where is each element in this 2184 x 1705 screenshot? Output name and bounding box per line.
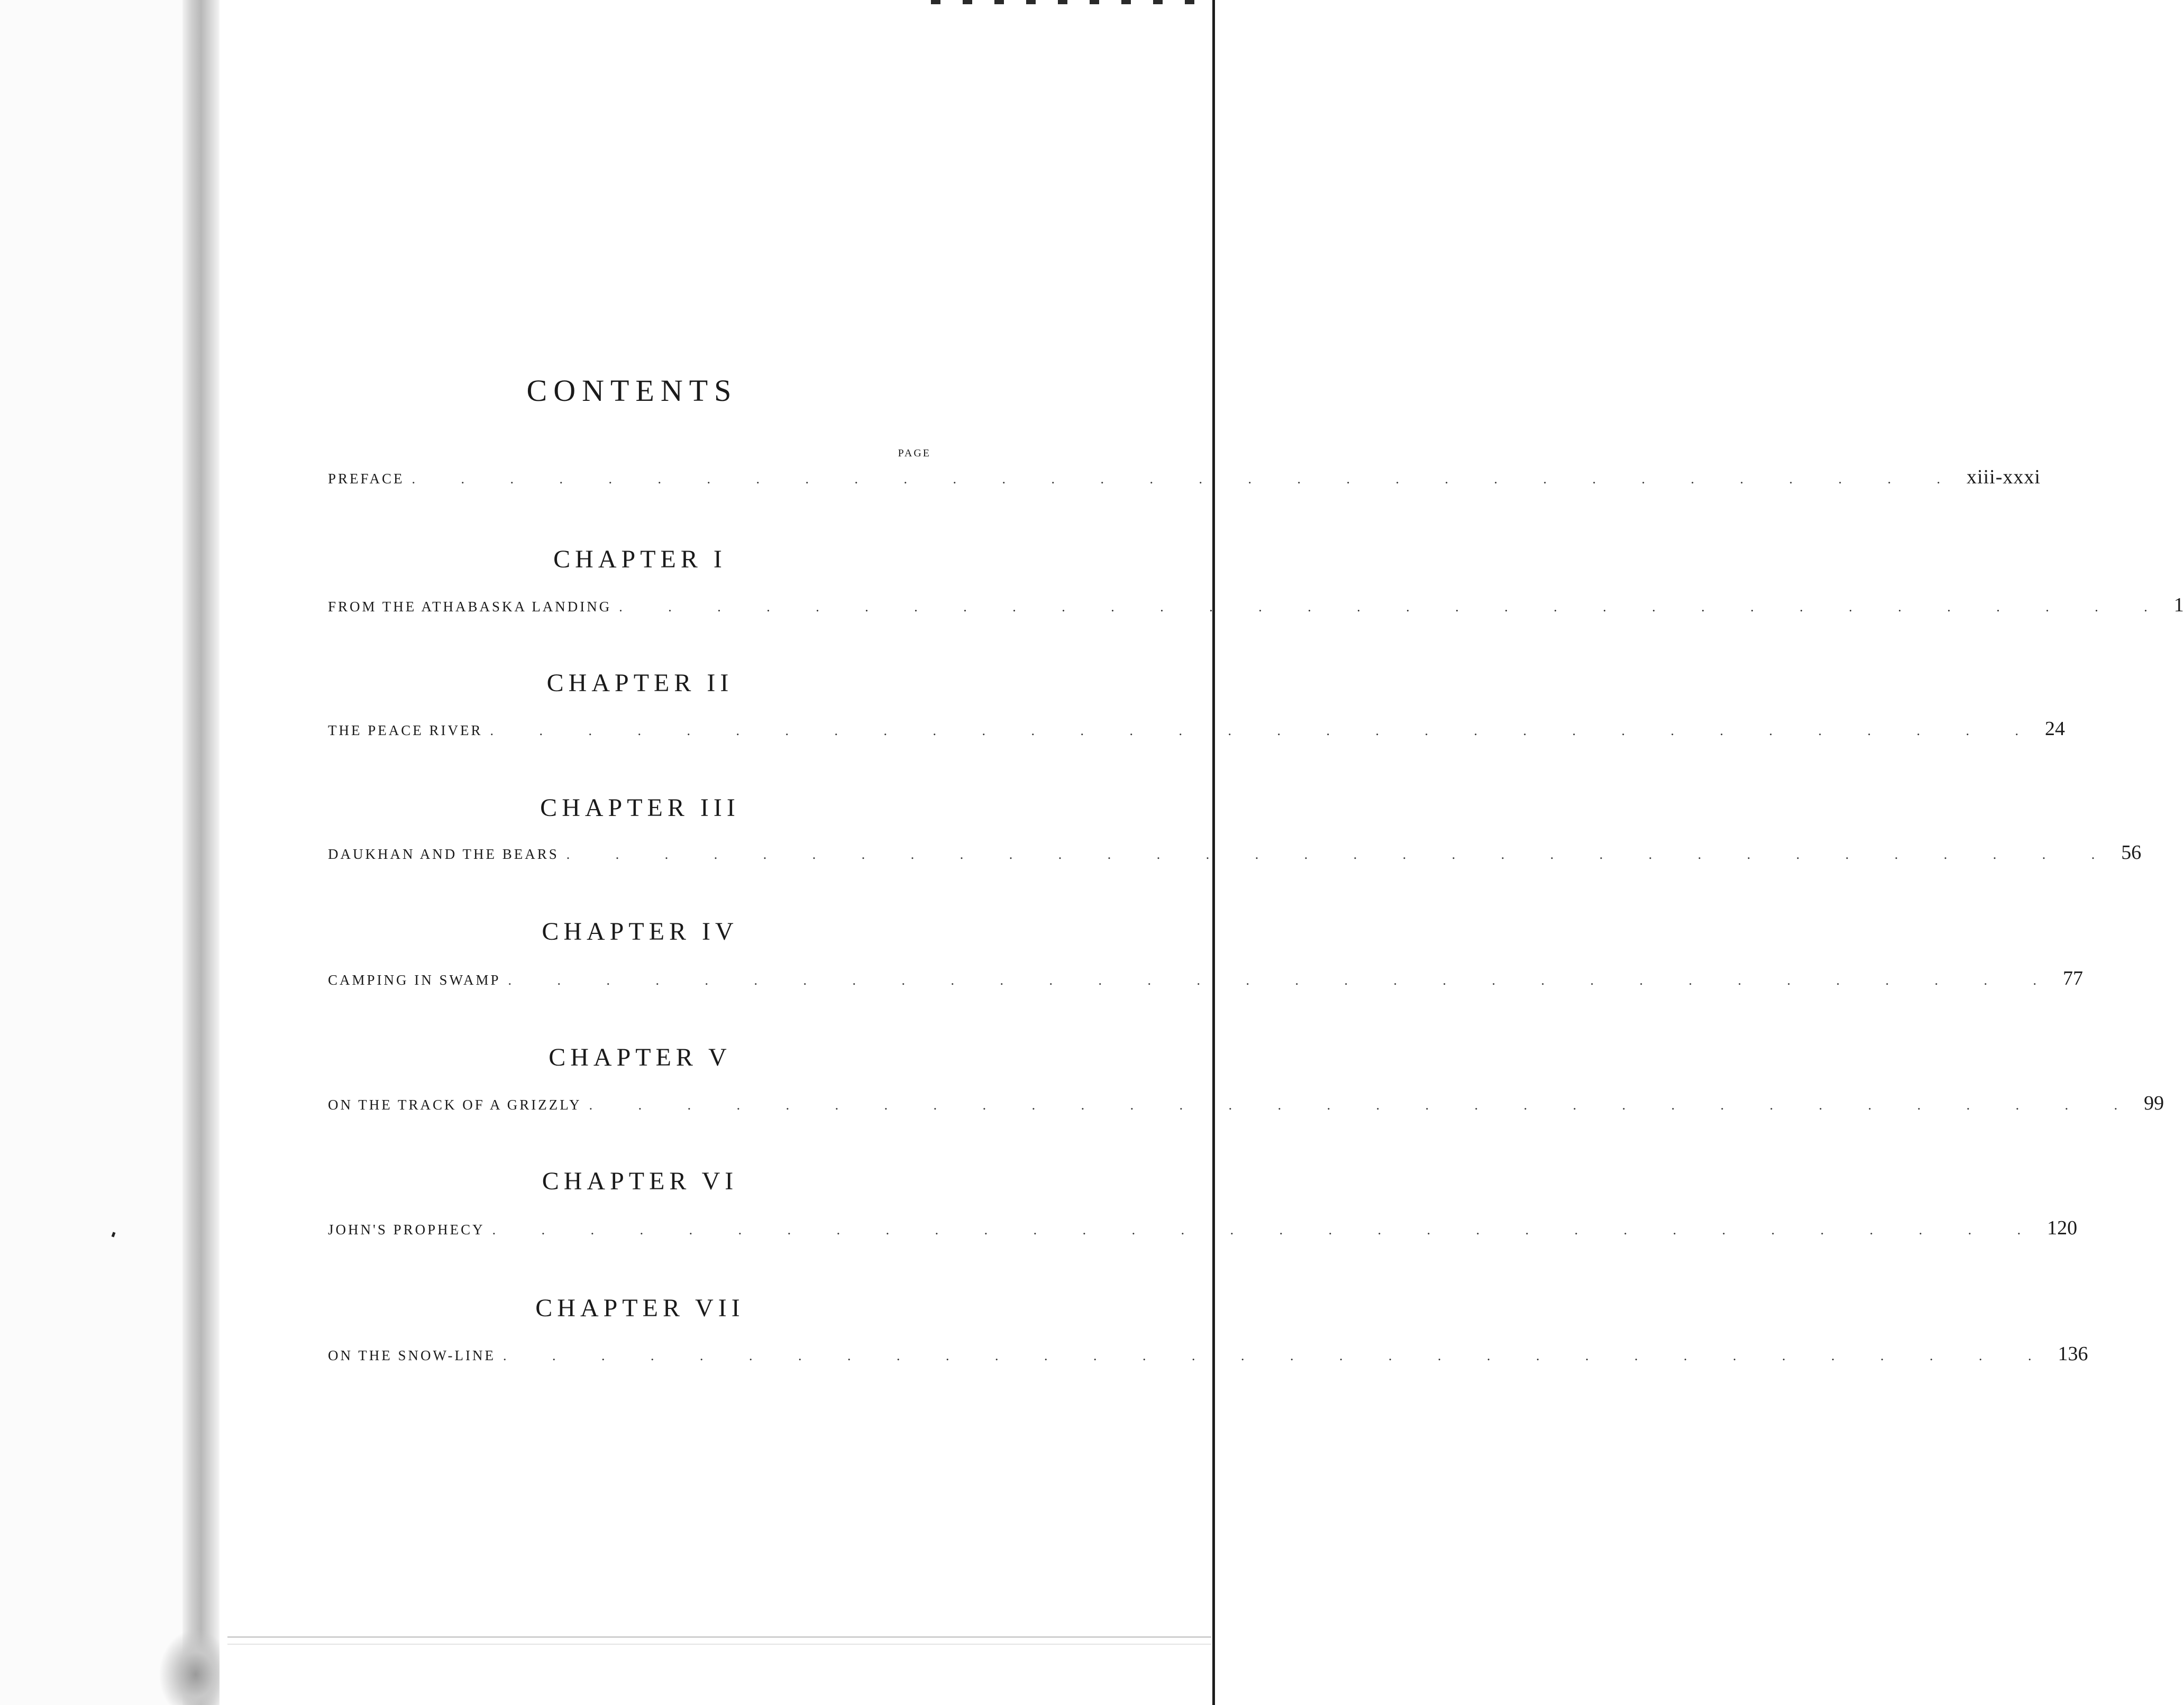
chapter-heading: CHAPTER II (546, 669, 734, 697)
toc-row (328, 1092, 2164, 1118)
toc-page-number: 136 (2058, 1343, 2088, 1365)
toc-entry-title: PREFACE (328, 471, 405, 487)
left-page-margin (0, 0, 182, 1705)
toc-row (328, 717, 2065, 744)
toc-row (328, 1216, 2078, 1243)
top-edge-specks (931, 0, 1195, 4)
dot-leader: . . . . . . . . . . . . . . . . . . . . . . . . . . . . . . . . (566, 847, 2116, 862)
dot-leader: . . . . . . . . . . . . . . . . . . . . . . . . . . . . . . . . (619, 599, 2169, 615)
bottom-page-edge (227, 1636, 1211, 1638)
toc-entry-title: JOHN'S PROPHECY (328, 1222, 485, 1238)
chapter-heading: CHAPTER VI (542, 1167, 738, 1195)
dot-leader: . . . . . . . . . . . . . . . . . . . . . . . . . . . . . . . . (492, 1222, 2042, 1238)
chapter-heading: CHAPTER V (549, 1043, 732, 1071)
toc-entry-title: FROM THE ATHABASKA LANDING (328, 599, 612, 615)
toc-page-number: 1 (2173, 594, 2184, 616)
chapter-heading: CHAPTER IV (542, 918, 738, 946)
toc-row (328, 967, 2084, 993)
toc-page-number: 24 (2045, 718, 2065, 740)
toc-row (328, 1342, 2088, 1369)
dot-leader: . . . . . . . . . . . . . . . . . . . . . . . . . . . . . . . . (490, 723, 2040, 738)
toc-page-number: 77 (2063, 967, 2084, 989)
toc-row (328, 841, 2142, 867)
dot-leader: . . . . . . . . . . . . . . . . . . . . . . . . . . . . . . . . (508, 973, 2058, 988)
chapter-heading: CHAPTER VII (535, 1294, 745, 1322)
page-column-header: PAGE (898, 447, 931, 459)
toc-entry-title: DAUKHAN AND THE BEARS (328, 846, 559, 862)
dot-leader: . . . . . . . . . . . . . . . . . . . . . . . . . . . . . . . . (502, 1348, 2053, 1363)
toc-page-number: 56 (2121, 841, 2142, 864)
toc-row (328, 593, 2184, 620)
toc-page-number: 99 (2144, 1092, 2164, 1114)
chapter-heading: CHAPTER I (553, 545, 727, 573)
page-title: CONTENTS (526, 373, 738, 408)
toc-page-number: xiii-xxxi (1967, 466, 2041, 488)
toc-entry-title: ON THE SNOW-LINE (328, 1348, 496, 1363)
toc-row-preface (328, 465, 2041, 492)
book-gutter (182, 0, 220, 1705)
bottom-page-edge-shadow (227, 1644, 1211, 1645)
toc-page-number: 120 (2047, 1217, 2078, 1239)
dot-leader: . . . . . . . . . . . . . . . . . . . . . . . . . . . . . . . . (412, 471, 1962, 487)
toc-entry-title: THE PEACE RIVER (328, 722, 483, 738)
toc-entry-title: CAMPING IN SWAMP (328, 972, 501, 988)
dot-leader: . . . . . . . . . . . . . . . . . . . . . . . . . . . . . . . . (589, 1097, 2139, 1113)
toc-entry-title: ON THE TRACK OF A GRIZZLY (328, 1097, 582, 1113)
chapter-heading: CHAPTER III (540, 794, 740, 822)
